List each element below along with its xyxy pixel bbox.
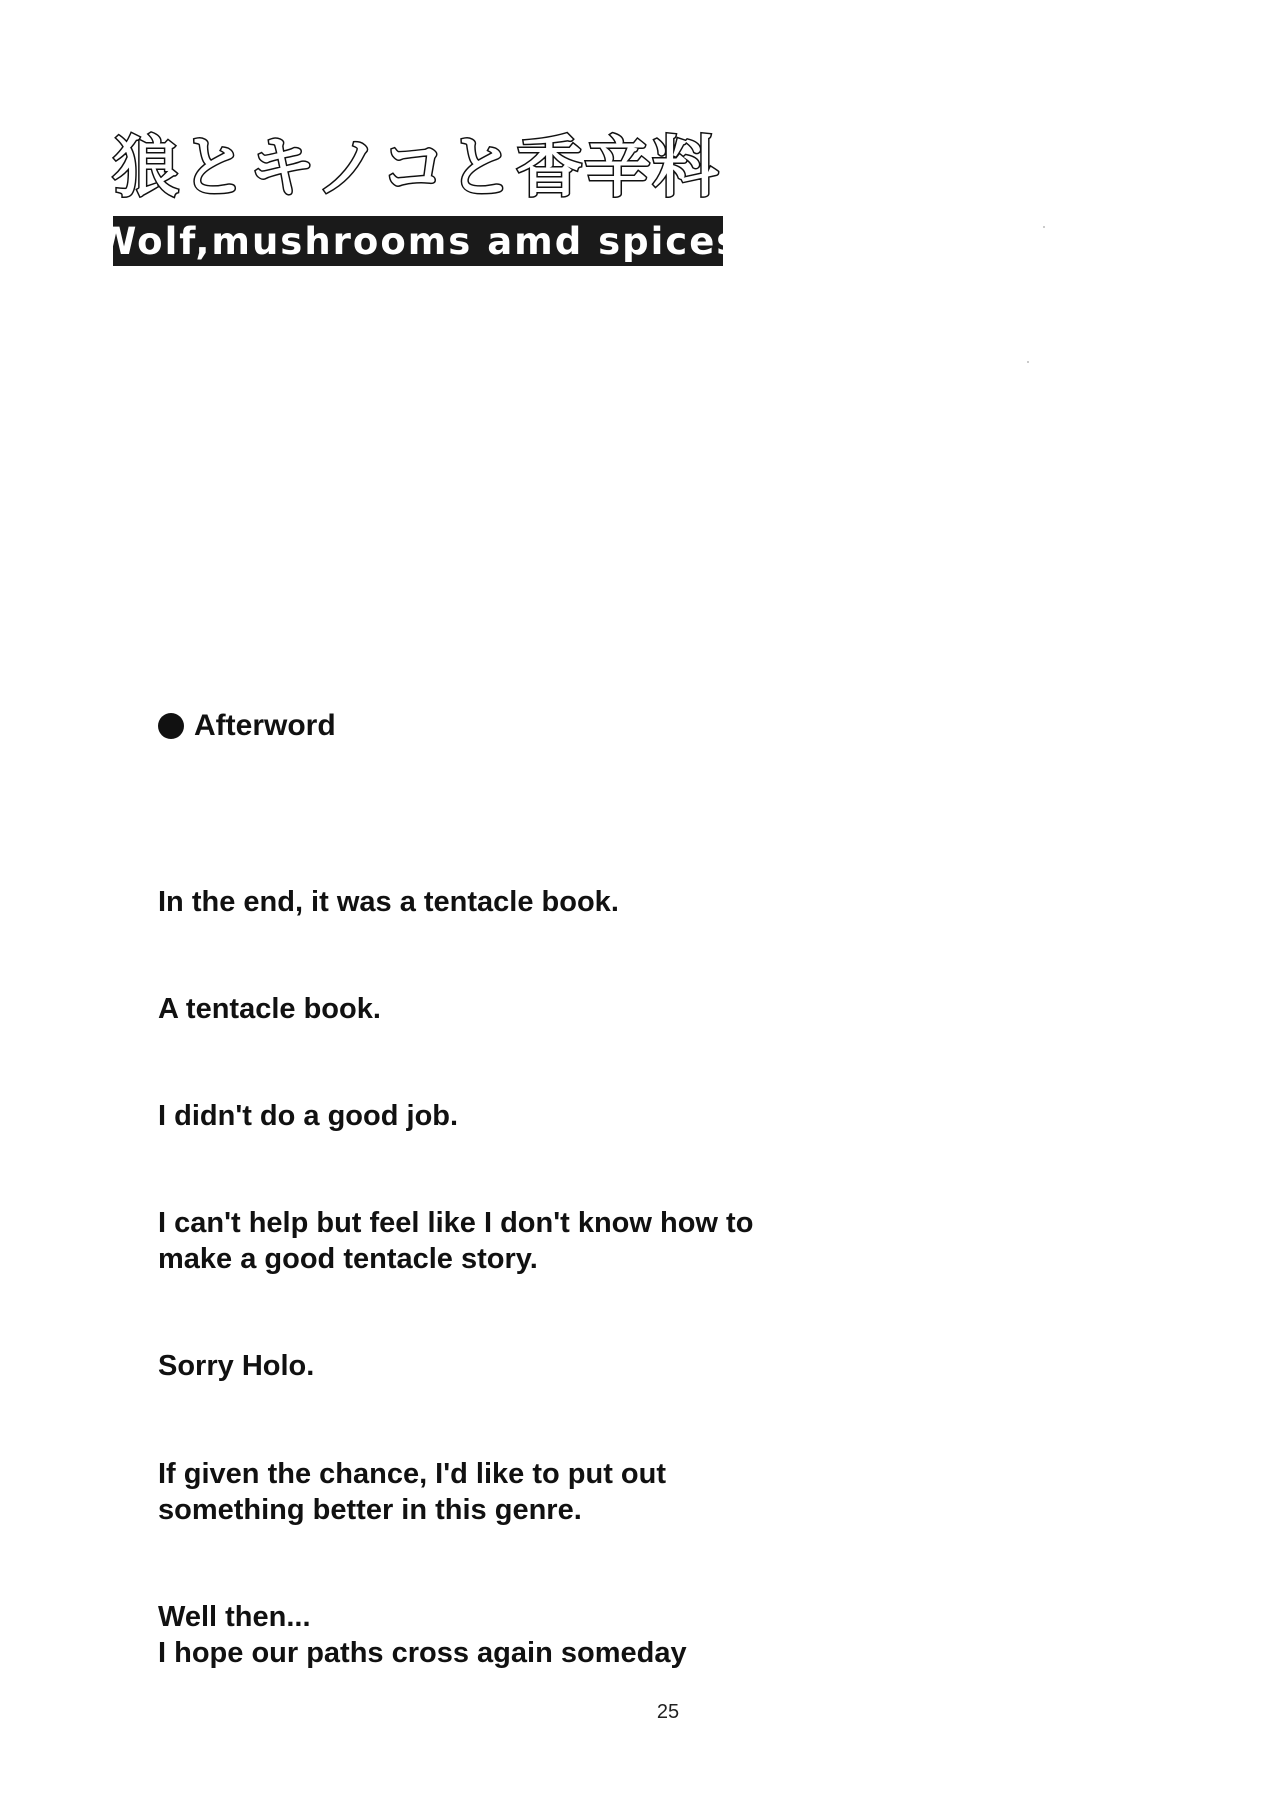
paragraph-line: In the end, it was a tentacle book. [158, 886, 619, 918]
paragraph-line: A tentacle book. [158, 993, 381, 1025]
paragraph-7 [158, 1599, 687, 1671]
paragraph-4 [158, 1205, 753, 1277]
afterword-heading [158, 706, 336, 746]
paragraph-2 [158, 991, 381, 1027]
paragraph-line: I didn't do a good job. [158, 1100, 459, 1132]
paragraph-6 [158, 1456, 666, 1528]
afterword-heading-text: Afterword [194, 709, 336, 742]
english-title-bar [95, 216, 741, 266]
title-block [95, 128, 741, 263]
page-number: 25 [656, 1701, 680, 1723]
english-title: Wolf,mushrooms amd spices [95, 219, 741, 263]
paragraph-5 [158, 1348, 314, 1384]
paragraph-line: something better in this genre. [158, 1494, 582, 1526]
japanese-title: 狼とキノコと香辛料 [113, 129, 721, 206]
paragraph-line: I can't help but feel like I don't know how to [158, 1207, 754, 1239]
paragraph-line: I hope our paths cross again someday [158, 1637, 687, 1669]
paragraph-line: If given the chance, I'd like to put out [158, 1458, 666, 1490]
paragraph-1 [158, 884, 619, 920]
paragraph-line: Well then... [158, 1601, 311, 1633]
paragraph-line: Sorry Holo. [158, 1350, 315, 1382]
paragraph-3 [158, 1098, 458, 1134]
paragraph-line: make a good tentacle story. [158, 1243, 538, 1275]
bullet-icon [158, 713, 184, 739]
scan-speck [1043, 226, 1045, 228]
scan-speck [1027, 361, 1029, 363]
